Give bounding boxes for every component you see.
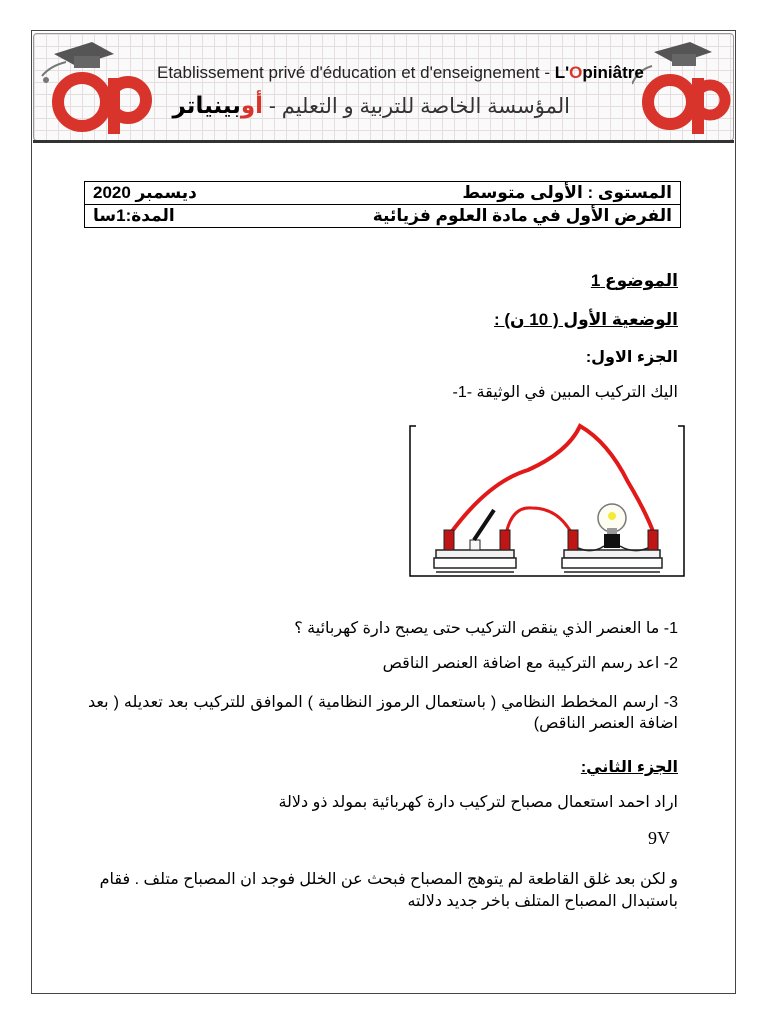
exam-duration: المدة:1سا bbox=[93, 206, 175, 225]
question-1: 1- ما العنصر الذي ينقص التركيب حتى يصبح دارة كهربائية ؟ bbox=[294, 620, 678, 637]
exam-title: الفرض الأول في مادة العلوم فزيائية bbox=[372, 206, 672, 225]
part-two-paragraph: و لكن بعد غلق القاطعة لم يتوهج المصباح فبحث عن الخلل فوجد ان المصباح متلف . فقام باستبدال المصباح المتلف باخر جديد دلالته bbox=[99, 871, 678, 910]
institution-name-ar: المؤسسة الخاصة للتربية و التعليم - أوبينياتر bbox=[172, 92, 570, 118]
part-one-title: الجزء الاول: bbox=[585, 349, 678, 366]
exam-date: ديسمبر 2020 bbox=[93, 183, 197, 202]
school-logo-left bbox=[36, 40, 154, 138]
voltage-value: 9V bbox=[648, 828, 670, 848]
part-two-line: اراد احمد استعمال مصباح لتركيب دارة كهربائية بمولد ذو دلالة bbox=[278, 794, 678, 811]
situation-title: الوضعية الأول ( 10 ن) : bbox=[494, 310, 678, 329]
institution-name-fr: Etablissement privé d'éducation et d'enseignement - L'Opiniâtre bbox=[157, 63, 644, 82]
question-3: 3- ارسم المخطط النظامي ( باستعمال الرموز النظامية ) الموافق للتركيب بعد تعديله ( بعد اضافة العنصر الناقص) bbox=[88, 694, 678, 732]
question-2: 2- اعد رسم التركيبة مع اضافة العنصر الناقص bbox=[382, 655, 678, 672]
school-logo-right bbox=[632, 40, 732, 138]
info-row-title bbox=[85, 205, 681, 228]
part-two-title: الجزء الثاني: bbox=[580, 759, 678, 776]
level-label: المستوى : الأولى متوسط bbox=[462, 183, 672, 202]
short-red-wire bbox=[506, 508, 572, 534]
switch bbox=[434, 510, 516, 572]
circuit-figure bbox=[408, 422, 686, 578]
exam-info-table bbox=[84, 181, 681, 228]
info-row-level bbox=[85, 182, 681, 205]
subject-title: الموضوع 1 bbox=[590, 271, 678, 290]
header-divider bbox=[33, 140, 734, 143]
figure-intro: اليك التركيب المبين في الوثيقة -1- bbox=[452, 384, 678, 401]
